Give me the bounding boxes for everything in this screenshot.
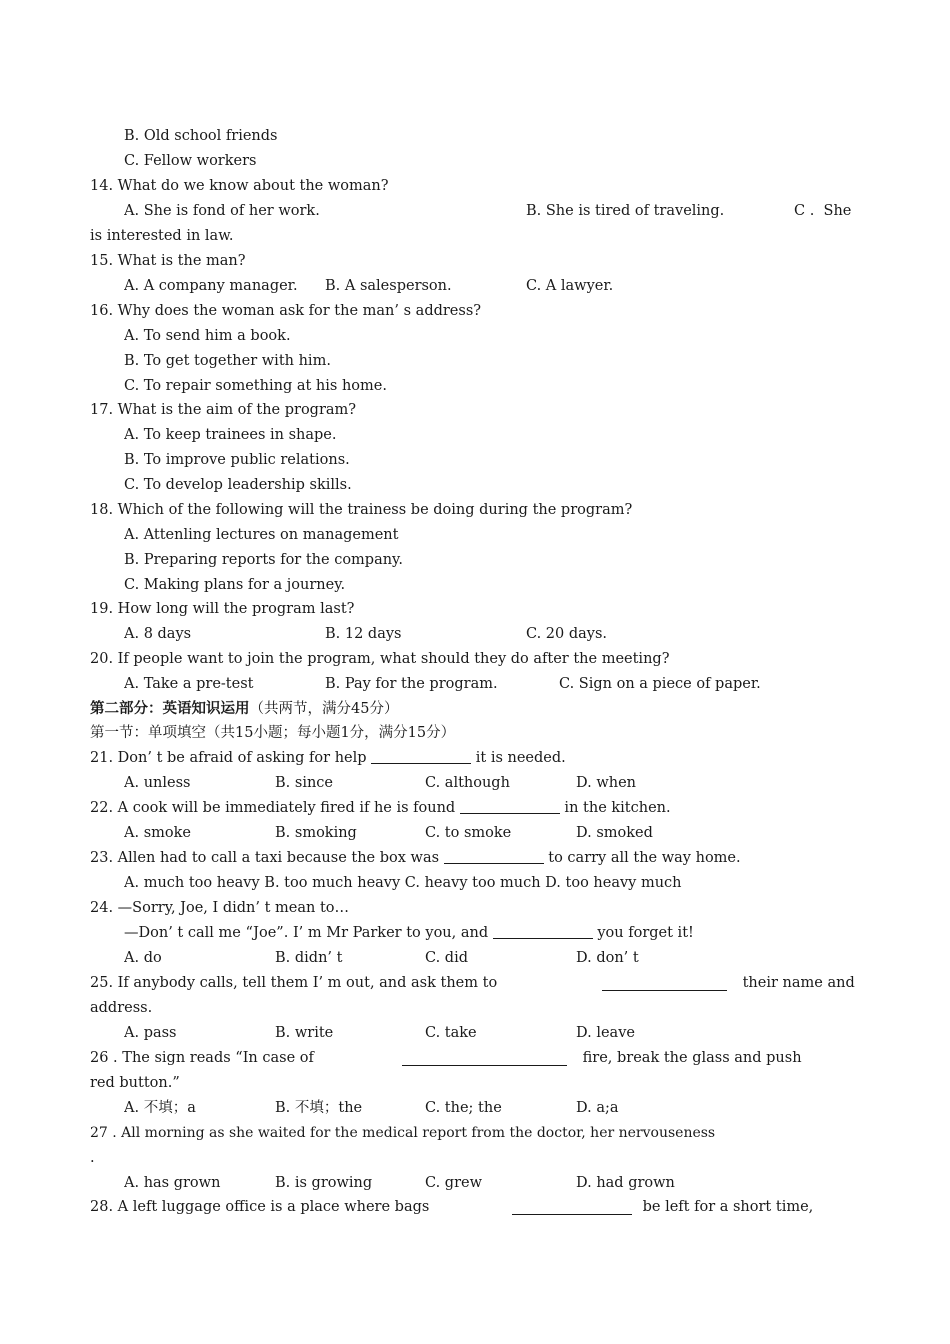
q26-stem-tail: fire, break the glass and push (578, 1050, 802, 1066)
q20-options-row (124, 672, 860, 697)
q24-reply-text: —Don’ t call me “Joe”. I’ m Mr Parker to you, and (124, 925, 493, 941)
q26-blank (402, 1051, 567, 1066)
q25-options-row (124, 1021, 860, 1046)
q28-stem-text: 28. A left luggage office is a place where bags (90, 1199, 434, 1215)
q24-reply (124, 921, 860, 946)
q24-option-b: B. didn’ t (275, 950, 343, 966)
q25-stem (90, 971, 860, 996)
q20-option-c: C. Sign on a piece of paper. (559, 676, 761, 692)
q25-stem-tail: their name and (738, 975, 855, 991)
q24-options-row (124, 946, 860, 971)
q25-stem-cont: address. (90, 1000, 153, 1016)
q26-option-d: D. a;a (576, 1100, 619, 1116)
q22-options-row (124, 821, 860, 846)
q21-option-c: C. although (425, 775, 510, 791)
q22-stem-text: 22. A cook will be immediately fired if he is found (90, 800, 460, 816)
q25-option-b: B. write (275, 1025, 334, 1041)
q26-option-b: B. 不填；the (275, 1100, 363, 1116)
q21-stem (90, 746, 860, 771)
q21-option-b: B. since (275, 775, 333, 791)
q15-stem: 15. What is the man? (90, 253, 246, 269)
q22-blank (460, 799, 560, 814)
q28-blank (512, 1200, 632, 1215)
q27-option-b: B. is growing (275, 1175, 373, 1191)
q16-option-c: C. To repair something at his home. (124, 378, 387, 394)
part2-title: 第二部分：英语知识运用 (90, 700, 250, 717)
q23-stem (90, 846, 860, 871)
q18-option-b: B. Preparing reports for the company. (124, 552, 403, 568)
q27-option-c: C. grew (425, 1175, 483, 1191)
part2-note: （共两节，满分45分） (249, 701, 399, 717)
q14-stem: 14. What do we know about the woman? (90, 178, 389, 194)
q25-blank (602, 976, 727, 991)
q18-stem: 18. Which of the following will the trainess be doing during the program? (90, 502, 633, 518)
q19-stem: 19. How long will the program last? (90, 601, 355, 617)
q16-option-b: B. To get together with him. (124, 353, 331, 369)
q19-option-b: B. 12 days (325, 626, 402, 642)
q13-option-b: B. Old school friends (124, 128, 278, 144)
q15-option-c: C. A lawyer. (526, 278, 614, 294)
q23-stem-text: 23. Allen had to call a taxi because the box was (90, 850, 444, 866)
q26-options-row (124, 1096, 860, 1121)
q16-option-a: A. To send him a book. (124, 328, 291, 344)
q27-stem: 27 . All morning as she waited for the medical report from the doctor, her nervouseness (90, 1125, 716, 1141)
q24-option-a: A. do (124, 950, 162, 966)
q28-stem-tail: be left for a short time, (638, 1199, 814, 1215)
q24-option-d: D. don’ t (576, 950, 639, 966)
q26-stem (90, 1046, 860, 1071)
q21-stem-tail: it is needed. (471, 750, 566, 766)
q24-stem: 24. —Sorry, Joe, I didn’ t mean to… (90, 900, 350, 916)
q22-stem-tail: in the kitchen. (559, 800, 671, 816)
q27-stem-cont: . (90, 1150, 95, 1166)
q17-option-a: A. To keep trainees in shape. (124, 427, 337, 443)
q14-option-c-end: is interested in law. (90, 228, 234, 244)
q19-option-a: A. 8 days (124, 626, 192, 642)
q18-option-c: C. Making plans for a journey. (124, 577, 346, 593)
q19-options-row (124, 622, 860, 647)
q14-option-b: B. She is tired of traveling. (526, 203, 725, 219)
q26-stem-text: 26 . The sign reads “In case of (90, 1050, 319, 1066)
q16-stem: 16. Why does the woman ask for the man’ s address? (90, 303, 482, 319)
q14-option-a: A. She is fond of her work. (124, 203, 320, 219)
q19-option-c: C. 20 days. (526, 626, 608, 642)
q21-stem-text: 21. Don’ t be afraid of asking for help (90, 750, 372, 766)
q17-option-b: B. To improve public relations. (124, 452, 350, 468)
q14-option-c-start: C . She (794, 203, 852, 219)
q21-options-row (124, 771, 860, 796)
part2-heading (90, 696, 860, 721)
q17-stem: 17. What is the aim of the program? (90, 402, 357, 418)
q20-option-b: B. Pay for the program. (325, 676, 498, 692)
q22-option-b: B. smoking (275, 825, 357, 841)
q22-option-a: A. smoke (124, 825, 191, 841)
q25-option-d: D. leave (576, 1025, 635, 1041)
q15-options-row (124, 274, 860, 299)
q26-option-a: A. 不填；a (124, 1100, 196, 1116)
q14-options-row (124, 199, 860, 224)
section1-heading: 第一节：单项填空（共15小题；每小题1分，满分15分） (90, 725, 456, 741)
q26-stem-cont: red button.” (90, 1075, 180, 1091)
q17-option-c: C. To develop leadership skills. (124, 477, 352, 493)
q21-option-a: A. unless (124, 775, 191, 791)
q22-stem (90, 796, 860, 821)
q15-option-a: A. A company manager. (124, 278, 298, 294)
q24-reply-tail: you forget it! (592, 925, 694, 941)
q23-blank (444, 849, 544, 864)
q28-stem (90, 1195, 860, 1220)
q25-option-a: A. pass (124, 1025, 177, 1041)
q22-option-c: C. to smoke (425, 825, 512, 841)
q20-option-a: A. Take a pre-test (124, 676, 254, 692)
q24-blank (493, 924, 593, 939)
q24-option-c: C. did (425, 950, 468, 966)
q20-stem: 20. If people want to join the program, what should they do after the meeting? (90, 651, 670, 667)
q21-option-d: D. when (576, 775, 636, 791)
q27-option-d: D. had grown (576, 1175, 675, 1191)
q27-option-a: A. has grown (124, 1175, 221, 1191)
q15-option-b: B. A salesperson. (325, 278, 452, 294)
q26-option-c: C. the; the (425, 1100, 502, 1116)
q21-blank (371, 749, 471, 764)
q23-stem-tail: to carry all the way home. (543, 850, 741, 866)
q13-option-c: C. Fellow workers (124, 153, 257, 169)
q25-stem-text: 25. If anybody calls, tell them I’ m out, and ask them to (90, 975, 502, 991)
q25-option-c: C. take (425, 1025, 477, 1041)
q18-option-a: A. Attenling lectures on management (124, 527, 399, 543)
q27-options-row (124, 1171, 860, 1196)
q23-options: A. much too heavy B. too much heavy C. heavy too much D. too heavy much (124, 875, 682, 891)
q22-option-d: D. smoked (576, 825, 653, 841)
